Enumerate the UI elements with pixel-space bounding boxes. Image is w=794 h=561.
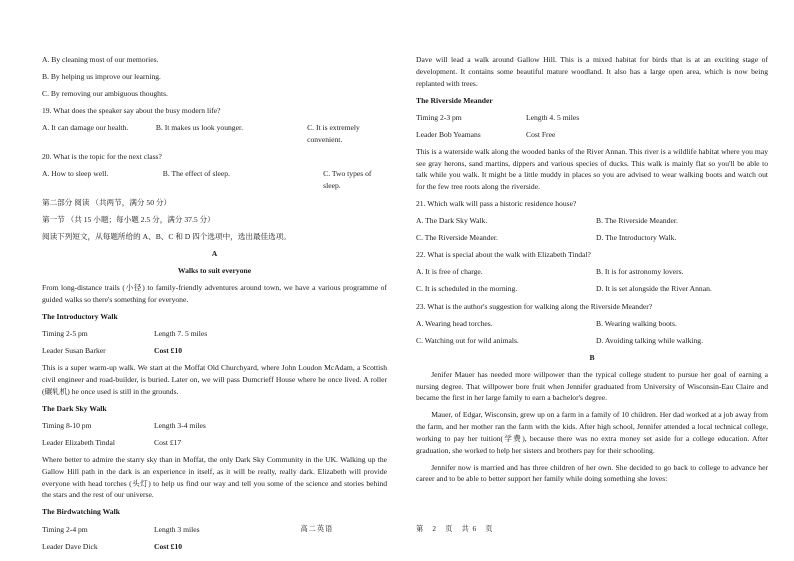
walk-heading: The Dark Sky Walk	[42, 403, 107, 413]
question-21-options	[416, 232, 768, 244]
right-column	[416, 54, 768, 491]
walk-info-row	[416, 129, 768, 141]
leader: Leader Elizabeth Tindal	[42, 438, 115, 448]
length: Length 7. 5 miles	[154, 329, 208, 339]
subject-label: 高二英语	[300, 525, 334, 533]
walk-heading: The Riverside Meander	[416, 95, 493, 105]
walk-description: Dave will lead a walk around Gallow Hill. This is a mixed habitat for birds that is at an exciting stage of development. It contains some beautiful mature woodland. It also has a large open area, which is now being replanted with trees.	[416, 55, 768, 88]
cost: Cost Free	[526, 129, 556, 139]
walk-description: Where better to admire the starry sky than in Moffat, the only Dark Sky Community in the UK. Walking up the Gallow Hill path in the dark is an experience in itself, as it will be really, really dark. Elizabeth will provide everyone with head torches (头灯) to help us find our way and tell you some of the science and stories behind the stars and the rest of our universe.	[42, 455, 387, 500]
passage-letter: A	[211, 249, 218, 259]
leader: Leader Susan Barker	[42, 346, 106, 356]
option-c: C. Watching out for wild animals.	[416, 335, 519, 345]
cost: Cost £10	[154, 346, 183, 356]
passage-title: Walks to suit everyone	[177, 266, 252, 276]
option-line: B. By helping us improve our learning.	[42, 72, 161, 82]
option-a: A. Wearing head torches.	[416, 318, 493, 328]
section-heading: 第一节 （共 15 小题；每小题 2.5 分，满分 37.5 分）	[42, 215, 215, 225]
question-22-options	[416, 283, 768, 295]
length: Length 3-4 miles	[154, 420, 206, 430]
question-23-options	[416, 335, 768, 347]
timing: Timing 2-3 pm	[416, 112, 462, 122]
timing: Timing 2-4 pm	[42, 524, 88, 534]
walk-info-row	[42, 437, 387, 449]
length: Length 3 miles	[154, 524, 200, 534]
option-a: A. It is free of charge.	[416, 267, 483, 277]
part-heading: 第二部分 阅读 （共两节，满分 50 分）	[42, 197, 172, 207]
walk-info-row	[42, 328, 387, 340]
instructions: 阅读下列短文，从每题所给的 A、B、C 和 D 四个选项中，选出最佳选项。	[42, 232, 291, 242]
leader: Leader Dave Dick	[42, 541, 98, 551]
question-20: 20. What is the topic for the next class?	[42, 152, 162, 162]
question-19: 19. What does the speaker say about the busy modern life?	[42, 106, 221, 116]
option-b: B. It makes us look younger.	[155, 123, 243, 133]
walk-info-row	[42, 420, 387, 432]
option-b: B. The effect of sleep.	[162, 169, 230, 179]
option-line: C. By removing our ambiguous thoughts.	[42, 89, 168, 99]
option-b: B. It is for astronomy lovers.	[596, 267, 684, 277]
question-20-options	[42, 168, 387, 192]
walk-description: This is a waterside walk along the wooded banks of the River Annan. This river is a wildlife habitat where you may see gray herons, sand martins, dippers and various species of ducks. This walk is mainly flat so you'll be able to talk while you walk. It might be a little muddy in places so you are advised to wear walking boots and watch out for the few tree roots along the riverside.	[416, 146, 768, 192]
cost: Cost £17	[154, 438, 182, 448]
question-19-options	[42, 122, 387, 146]
option-b: B. Wearing walking boots.	[596, 318, 677, 328]
leader: Leader Bob Yeamans	[416, 129, 481, 139]
walk-info-row	[42, 541, 387, 553]
option-d: D. The Introductory Walk.	[596, 233, 677, 243]
option-d: D. It is set alongside the River Annan.	[596, 284, 712, 294]
length: Length 4. 5 miles	[526, 112, 580, 122]
option-c: C. It is extremely convenient.	[307, 123, 360, 145]
option-a: A. It can damage our health.	[42, 123, 129, 133]
option-c: C. The Riverside Meander.	[416, 233, 498, 243]
timing: Timing 8-10 pm	[42, 420, 92, 430]
walk-heading: The Birdwatching Walk	[42, 507, 120, 517]
question-21: 21. Which walk will pass a historic residence house?	[416, 199, 577, 209]
passage-paragraph: Mauer, of Edgar, Wisconsin, grew up on a farm in a family of 10 children. Her dad worked at a job away from the farm, and her mother ran the farm with the kids. After high school, Jennifer attended a local technical college, working to pay her tuition(学费), because there was no extra money set aside for a college education. After graduation, she worked to help her sisters and brothers pay for their schooling.	[416, 410, 768, 455]
left-column	[42, 54, 387, 558]
option-a: A. The Dark Sky Walk.	[416, 216, 488, 226]
passage-paragraph: Jenifer Mauer has needed more willpower than the typical college student to pursue her goal of earning a nursing degree. That willpower bore fruit when Jennifer graduated from University of Wisconsin-Eau Claire and became the first in her large family to earn a bachelor's degree.	[416, 369, 768, 403]
cost: Cost £10	[154, 541, 183, 551]
walk-heading: The Introductory Walk	[42, 312, 118, 322]
question-21-options	[416, 215, 768, 227]
walk-info-row	[42, 345, 387, 357]
walk-description: This is a super warm-up walk. We start at the Moffat Old Churchyard, where John Loudon McAdam, a Scottish civil engineer and road-builder, is buried. Later on, we will pass Dumcrieff House where he once lived. A roller (碾轧机) he once used is still in the grounds.	[42, 363, 387, 396]
page-footer	[0, 524, 794, 535]
walk-info-row	[416, 112, 768, 124]
option-b: B. The Riverside Meander.	[596, 216, 678, 226]
option-line: A. By cleaning most of our memories.	[42, 55, 159, 64]
question-22-options	[416, 266, 768, 278]
page-number: 第 2 页 共 6 页	[416, 525, 494, 533]
option-d: D. Avoiding talking while walking.	[596, 335, 704, 345]
passage-letter: B	[589, 352, 595, 362]
question-23-options	[416, 318, 768, 330]
intro-paragraph: From long-distance trails (小径) to family-friendly adventures around town, we have a various programme of guided walks so there's something for everyone.	[42, 283, 387, 305]
option-a: A. How to sleep well.	[42, 169, 109, 179]
passage-paragraph: Jennifer now is married and has three children of her own. She decided to go back to college to advance her career and to be able to better support her family while doing something she loves:	[416, 462, 768, 484]
question-22: 22. What is special about the walk with Elizabeth Tindal?	[416, 250, 591, 260]
option-c: C. It is scheduled in the morning.	[416, 284, 518, 294]
question-23: 23. What is the author's suggestion for walking along the Riverside Meander?	[416, 301, 653, 311]
timing: Timing 2-5 pm	[42, 329, 88, 339]
option-c: C. Two types of sleep.	[323, 169, 372, 190]
